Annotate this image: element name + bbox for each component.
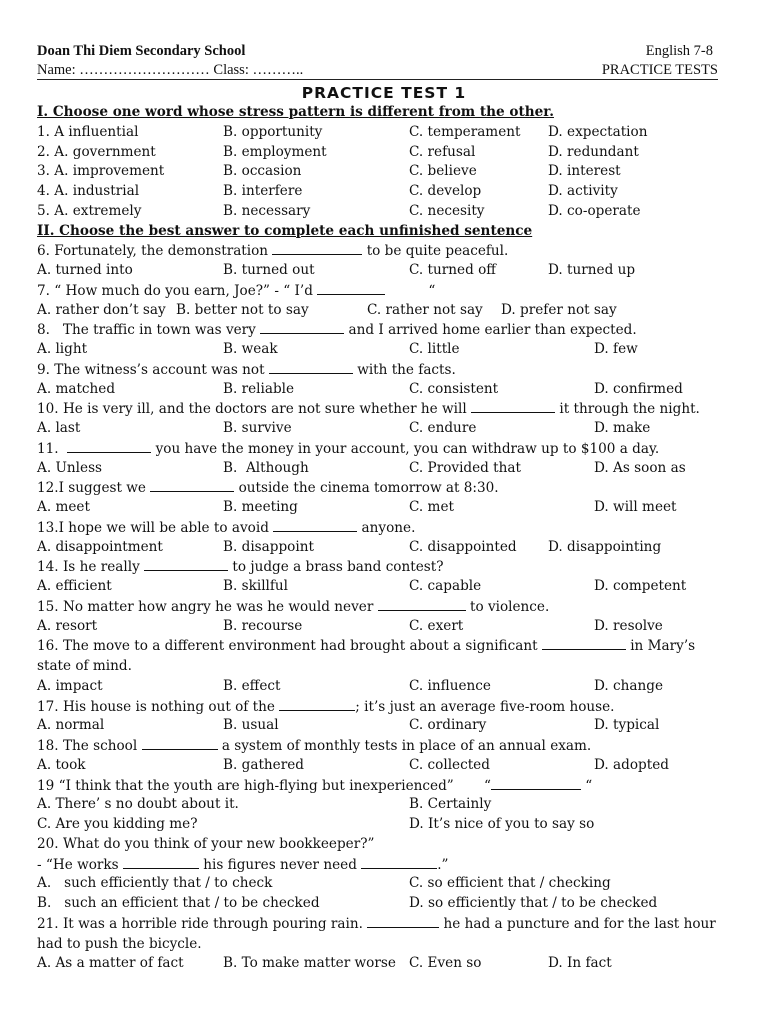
options-17 (37, 716, 731, 736)
question-text: to be quite peaceful. (362, 243, 509, 260)
option-b: B. opportunity (223, 123, 323, 140)
question-text: 9. The witness’s account was not (37, 361, 269, 378)
stress-row-5 (37, 202, 731, 222)
option-d: D. redundant (548, 143, 639, 160)
option-a[interactable]: A. normal (37, 717, 105, 734)
question-text: 19 “I think that the youth are high-flying but inexperienced” “ (37, 777, 491, 794)
option-c[interactable]: C. so efficient that / checking (409, 875, 611, 892)
question-text: to judge a brass band contest? (228, 559, 444, 576)
question-21 (37, 914, 731, 955)
answer-blank[interactable] (273, 518, 357, 532)
option-b[interactable]: B. turned out (223, 262, 315, 278)
option-a[interactable]: A. There’ s no doubt about it. (37, 796, 239, 813)
option-a[interactable]: A. last (37, 420, 81, 436)
question-text: he had a puncture and for the last hour had to push the bicycle. (37, 915, 716, 952)
option-c[interactable]: C. exert (409, 617, 464, 634)
question-19 (37, 776, 731, 796)
option-c[interactable]: C. Are you kidding me? (37, 816, 198, 832)
question-text: and I arrived home earlier than expected. (344, 322, 637, 339)
option-b: B. interfere (223, 183, 303, 199)
question-20 (37, 835, 731, 855)
option-d[interactable]: D. make (594, 420, 651, 436)
answer-blank[interactable] (378, 597, 466, 611)
question-12 (37, 478, 731, 498)
answer-blank[interactable] (67, 439, 151, 453)
options-7 (37, 301, 731, 321)
stress-row-3 (37, 162, 731, 182)
question-text: 16. The move to a different environment had brought about a significant (37, 638, 542, 655)
answer-blank[interactable] (491, 776, 581, 790)
question-text: 18. The school (37, 738, 142, 754)
options-13 (37, 538, 731, 558)
option-a: 5. A. extremely (37, 202, 142, 219)
option-a[interactable]: A. matched (37, 380, 116, 397)
option-d[interactable]: D. disappointing (548, 538, 662, 555)
option-c[interactable]: C. Provided that (409, 459, 521, 476)
option-d[interactable]: D. resolve (594, 617, 663, 634)
option-b[interactable]: B. disappoint (223, 538, 314, 555)
question-text: 21. It was a horrible ride through pouring rain. (37, 915, 368, 932)
section-1-heading: I. Choose one word whose stress pattern is different from the other. (37, 104, 554, 120)
question-8 (37, 320, 731, 340)
question-text: “ (385, 282, 436, 299)
option-c[interactable]: C. little (409, 341, 460, 357)
option-b: B. employment (223, 143, 327, 160)
question-20-line-2 (37, 855, 731, 875)
option-b[interactable]: B. better not to say (176, 301, 309, 318)
question-18 (37, 736, 731, 756)
option-d: D. expectation (548, 123, 648, 140)
option-b[interactable]: B. effect (223, 677, 281, 694)
question-text: “ (580, 777, 593, 794)
options-6 (37, 261, 731, 281)
option-c[interactable]: C. collected (409, 756, 490, 773)
option-d[interactable]: D. prefer not say (501, 301, 617, 318)
question-15 (37, 597, 731, 617)
options-20-row-1 (37, 874, 731, 894)
worksheet (37, 42, 731, 974)
question-text: you have the money in your account, you can withdraw up to $100 a day. (151, 440, 660, 457)
question-text: 11. (37, 440, 68, 457)
option-d[interactable]: D. few (594, 341, 638, 357)
question-text: with the facts. (352, 361, 456, 378)
question-9 (37, 360, 731, 380)
option-d[interactable]: D. turned up (548, 262, 636, 278)
option-d: D. activity (548, 183, 618, 199)
question-text: - “He works (37, 856, 123, 873)
option-a: 4. A. industrial (37, 183, 140, 199)
option-b[interactable]: B. skillful (223, 578, 289, 594)
name-class-line: Name: ……………………… Class: ……….. (37, 62, 304, 78)
option-c[interactable]: C. rather not say (367, 301, 483, 318)
option-b[interactable]: B. usual (223, 717, 279, 734)
option-c: C. refusal (409, 143, 476, 160)
question-text: 13.I hope we will be able to avoid (37, 519, 274, 536)
option-c: C. temperament (409, 123, 521, 140)
option-c: C. believe (409, 163, 477, 180)
option-b[interactable]: B. weak (223, 341, 278, 357)
series-label: PRACTICE TESTS (601, 62, 718, 78)
question-text: his figures never need (198, 856, 362, 873)
options-9 (37, 380, 731, 400)
answer-blank[interactable] (367, 914, 439, 928)
options-14 (37, 577, 731, 597)
option-a[interactable]: A. As a matter of fact (37, 955, 184, 972)
question-text: it through the night. (555, 401, 700, 418)
question-text: in Mary’s state of mind. (37, 638, 696, 674)
question-17 (37, 697, 731, 717)
question-6 (37, 241, 731, 261)
option-b[interactable]: B. such an efficient that / to be checked (37, 895, 320, 911)
options-21 (37, 954, 731, 974)
answer-blank-2[interactable] (361, 855, 437, 869)
question-text: .” (437, 856, 449, 873)
question-text: 20. What do you think of your new bookkeeper?” (37, 835, 375, 852)
option-b[interactable]: B. Certainly (409, 796, 492, 813)
option-b[interactable]: B. recourse (223, 617, 303, 634)
option-a[interactable]: A. meet (37, 499, 90, 515)
header-row-2 (37, 61, 731, 80)
question-text: 10. He is very ill, and the doctors are not sure whether he will (37, 401, 472, 418)
options-11 (37, 459, 731, 479)
option-a[interactable]: A. turned into (37, 262, 133, 278)
option-c[interactable]: C. capable (409, 578, 482, 594)
option-d[interactable]: D. will meet (594, 499, 677, 515)
question-text: 6. Fortunately, the demonstration (37, 243, 273, 260)
option-a[interactable]: A. resort (37, 617, 98, 634)
option-a: 3. A. improvement (37, 163, 165, 180)
answer-blank[interactable] (317, 281, 385, 295)
question-text: anyone. (357, 519, 416, 536)
question-10 (37, 399, 731, 419)
options-12 (37, 498, 731, 518)
option-a[interactable]: A. Unless (37, 459, 103, 476)
question-14 (37, 557, 731, 577)
options-8 (37, 340, 731, 360)
option-c[interactable]: C. Even so (409, 955, 482, 972)
answer-blank[interactable] (471, 399, 555, 413)
option-a[interactable]: A. took (37, 756, 86, 773)
answer-blank[interactable] (144, 557, 228, 571)
question-text: a system of monthly tests in place of an annual exam. (217, 738, 592, 754)
question-text: 12.I suggest we (37, 480, 151, 497)
answer-blank[interactable] (150, 478, 234, 492)
question-text: ; it’s just an average five-room house. (355, 698, 615, 715)
option-c[interactable]: C. influence (409, 677, 491, 694)
option-d: D. co-operate (548, 202, 641, 219)
answer-blank[interactable] (260, 320, 344, 334)
answer-blank[interactable] (542, 636, 626, 650)
option-d[interactable]: D. typical (594, 717, 660, 734)
option-b[interactable]: B. Although (223, 459, 309, 476)
option-b: B. necessary (223, 202, 311, 219)
stress-row-2 (37, 143, 731, 163)
options-19-row-1 (37, 795, 731, 815)
option-c[interactable]: C. endure (409, 420, 477, 436)
option-b[interactable]: B. gathered (223, 756, 304, 773)
school-name: Doan Thi Diem Secondary School (37, 43, 246, 59)
option-b[interactable]: B. meeting (223, 499, 298, 515)
question-11 (37, 439, 731, 459)
option-c: C. necesity (409, 202, 485, 219)
option-a: 1. A influential (37, 123, 139, 140)
option-d[interactable]: D. It’s nice of you to say so (409, 816, 595, 832)
stress-row-4 (37, 182, 731, 202)
stress-row-1 (37, 123, 731, 143)
option-c[interactable]: C. consistent (409, 380, 499, 397)
options-15 (37, 617, 731, 637)
option-d[interactable]: D. adopted (594, 756, 669, 773)
section-2-heading: II. Choose the best answer to complete each unfinished sentence (37, 222, 533, 239)
option-c[interactable]: C. met (409, 499, 454, 515)
option-d: D. interest (548, 163, 621, 180)
answer-blank-1[interactable] (123, 855, 199, 869)
header-row-1 (37, 42, 731, 61)
option-a[interactable]: A. such efficiently that / to check (37, 875, 273, 892)
option-a[interactable]: A. light (37, 341, 88, 357)
option-d[interactable]: D. As soon as (594, 459, 686, 476)
option-a[interactable]: A. disappointment (37, 538, 163, 555)
question-text: to violence. (465, 598, 550, 615)
question-text: 17. His house is nothing out of the (37, 698, 280, 715)
answer-blank[interactable] (269, 360, 353, 374)
question-16 (37, 636, 731, 677)
answer-blank[interactable] (272, 241, 362, 255)
question-text: 7. “ How much do you earn, Joe?” - “ I’d (37, 282, 318, 299)
option-c: C. develop (409, 183, 482, 199)
options-18 (37, 756, 731, 776)
option-d[interactable]: D. competent (594, 578, 687, 594)
course-name: English 7-8 (645, 43, 713, 59)
options-20-row-2 (37, 894, 731, 914)
option-a[interactable]: A. efficient (37, 578, 112, 594)
option-b: B. occasion (223, 163, 302, 180)
question-text: outside the cinema tomorrow at 8:30. (234, 480, 499, 497)
option-c[interactable]: C. turned off (409, 262, 496, 278)
option-a: 2. A. government (37, 143, 156, 160)
options-19-row-2 (37, 815, 731, 835)
question-text: 14. Is he really (37, 559, 145, 576)
option-d[interactable]: D. change (594, 677, 664, 694)
option-b[interactable]: B. survive (223, 420, 292, 436)
option-b[interactable]: B. To make matter worse (223, 955, 396, 972)
option-a[interactable]: A. impact (37, 677, 103, 694)
option-c[interactable]: C. disappointed (409, 538, 517, 555)
option-a[interactable]: A. rather don’t say (37, 301, 166, 318)
option-c[interactable]: C. ordinary (409, 717, 487, 734)
question-text: 15. No matter how angry he was he would never (37, 598, 378, 615)
page-title: PRACTICE TEST 1 (301, 84, 467, 102)
answer-blank[interactable] (279, 697, 355, 711)
options-10 (37, 419, 731, 439)
option-d[interactable]: D. In fact (548, 955, 612, 972)
options-16 (37, 677, 731, 697)
question-text: 8. The traffic in town was very (37, 322, 261, 339)
option-b[interactable]: B. reliable (223, 380, 295, 397)
option-d[interactable]: D. confirmed (594, 380, 683, 397)
question-13 (37, 518, 731, 538)
answer-blank[interactable] (142, 736, 218, 750)
question-7 (37, 281, 731, 301)
option-d[interactable]: D. so efficiently that / to be checked (409, 895, 658, 911)
